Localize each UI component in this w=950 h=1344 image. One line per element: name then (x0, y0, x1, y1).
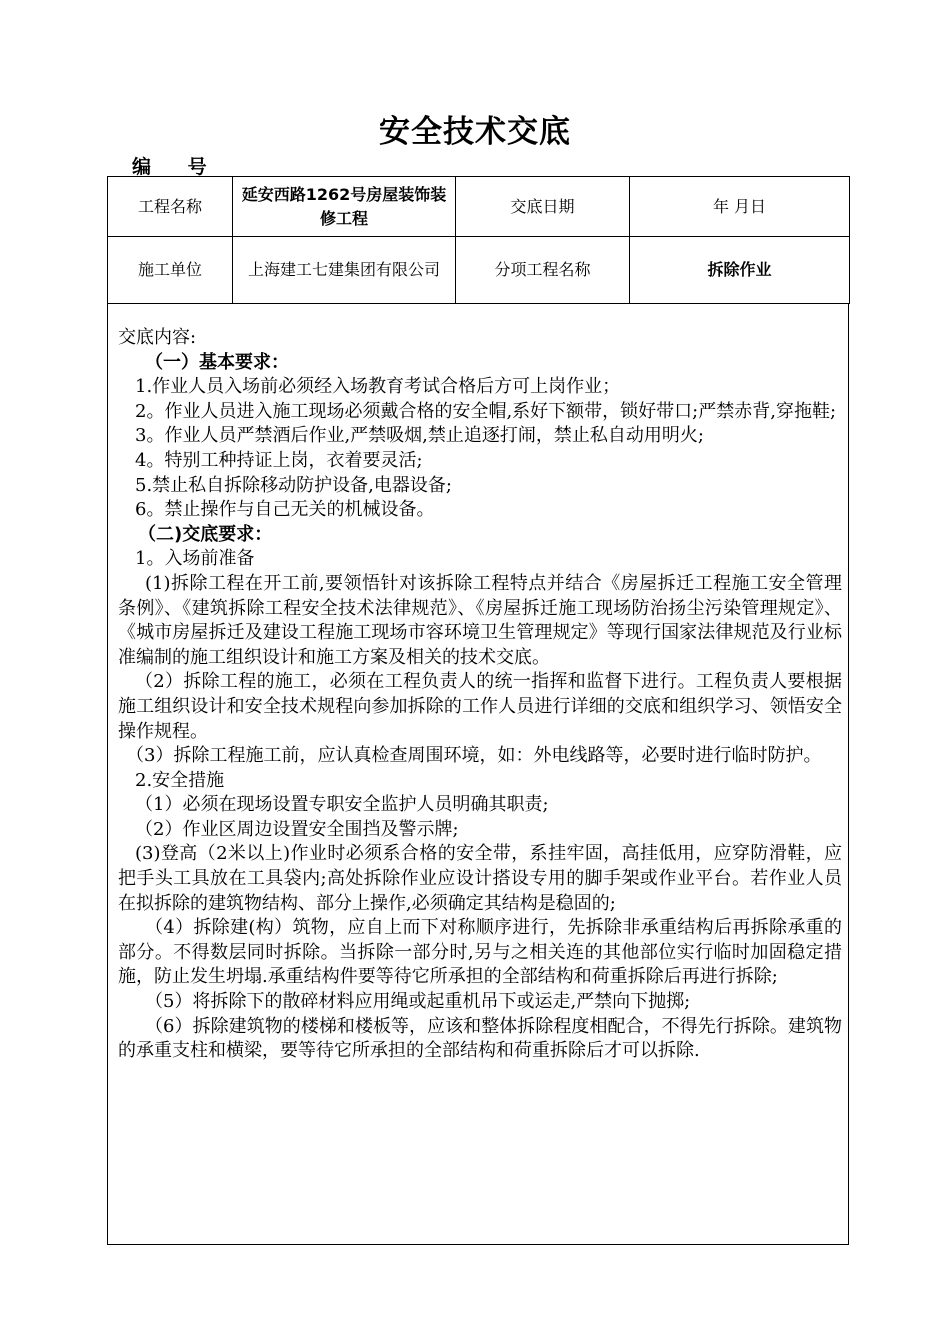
contractor-value: 上海建工七建集团有限公司 (233, 237, 456, 304)
sec1-item-4: 4。特别工种持证上岗，衣着要灵活; (135, 449, 423, 471)
sub-project-value: 拆除作业 (630, 237, 850, 304)
sub2-item-3: (3)登高（2米以上)作业时必须系合格的安全带，系挂牢固，高挂低用，应穿防滑鞋，应把手头工具放在工具袋内;高处拆除作业应设计搭设专用的脚手架或作业平台。若作业人员在拟拆除的建筑物结构、部分上操作,必须确定其结构是稳固的; (118, 843, 842, 914)
sub2-item-4: （4）拆除建(构）筑物，应自上而下对称顺序进行，先拆除非承重结构后再拆除承重的部分。不得数层同时拆除。当拆除一部分时,另与之相关连的其他部位实行临时加固稳定措施，防止发生坍塌.承重结构件要等待它所承担的全部结构和荷重拆除后再进行拆除; (118, 917, 842, 988)
header-row-1 (108, 177, 850, 237)
section-2-title: （二)交底要求： (138, 523, 273, 545)
sec1-item-2: 2。作业人员进入施工现场必须戴合格的安全帽,系好下额带，锁好带口;严禁赤背,穿拖鞋; (135, 400, 837, 422)
document-title: 安全技术交底 (379, 114, 571, 150)
sub1-item-1: (1)拆除工程在开工前,要领悟针对该拆除工程特点并结合《房屋拆迁工程施工安全管理条例》、《建筑拆除工程安全技术法律规范》、《房屋拆迁施工现场防治扬尘污染管理规定》、《城市房屋拆迁及建设工程施工现场市容环境卫生管理规定》等现行国家法律规范及行业标准编制的施工组织设计和施工方案及相关的技术交底。 (118, 572, 842, 668)
header-table (107, 176, 850, 304)
contractor-label: 施工单位 (108, 237, 233, 304)
sub2-item-5: （5）将拆除下的散碎材料应用绳或起重机吊下或运走,严禁向下抛掷; (145, 991, 691, 1013)
sec1-item-5: 5.禁止私自拆除移动防护设备,电器设备; (135, 474, 452, 496)
date-label: 交底日期 (456, 177, 630, 237)
sec1-item-1: 1.作业人员入场前必须经入场教育考试合格后方可上岗作业； (135, 376, 621, 398)
sub2-title: 2.安全措施 (135, 769, 225, 791)
sub2-item-2: （2）作业区周边设置安全围挡及警示牌; (135, 818, 459, 840)
sub1-item-3: （3）拆除工程施工前，应认真检查周围环境，如：外电线路等，必要时进行临时防护。 (126, 745, 822, 767)
sub1-title: 1。入场前准备 (135, 548, 255, 570)
sub-project-label: 分项工程名称 (456, 237, 630, 304)
project-name-value: 延安西路1262号房屋装饰装修工程 (233, 177, 456, 237)
content-heading: 交底内容: (118, 327, 197, 348)
content-box (107, 303, 849, 1245)
content-text (118, 326, 842, 1064)
sec1-item-3: 3。作业人员严禁酒后作业,严禁吸烟,禁止追逐打闹，禁止私自动用明火; (135, 425, 704, 447)
sub2-item-1: （1）必须在现场设置专职安全监护人员明确其职责; (135, 794, 549, 816)
project-name-label: 工程名称 (108, 177, 233, 237)
section-1-title: （一）基本要求： (145, 351, 289, 373)
sec1-item-6: 6。禁止操作与自己无关的机械设备。 (135, 499, 435, 521)
sub1-item-2: （2）拆除工程的施工，必须在工程负责人的统一指挥和监督下进行。工程负责人要根据施工组织设计和安全技术规程向参加拆除的工作人员进行详细的交底和组织学习、领悟安全操作规程。 (118, 671, 842, 742)
header-row-2 (108, 237, 850, 304)
date-value: 年 月日 (630, 177, 850, 237)
sub2-item-6: （6）拆除建筑物的楼梯和楼板等，应该和整体拆除程度相配合，不得先行拆除。建筑物的承重支柱和横梁，要等待它所承担的全部结构和荷重拆除后才可以拆除. (118, 1015, 842, 1062)
code-label: 编 号 (132, 156, 207, 178)
